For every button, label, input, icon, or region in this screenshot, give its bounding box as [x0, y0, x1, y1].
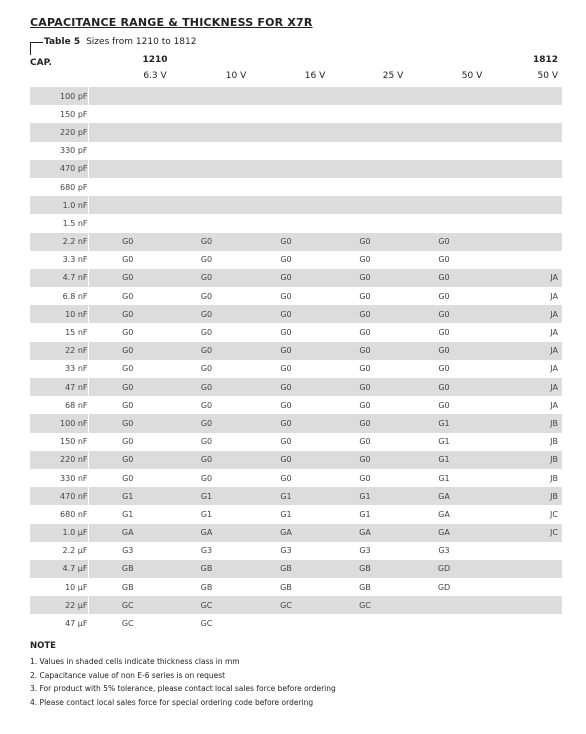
thickness-cell: GA [88, 524, 167, 542]
capacitance-cell: 330 nF [30, 469, 88, 487]
capacitance-cell: 470 pF [30, 160, 88, 178]
capacitance-cell: 10 nF [30, 305, 88, 323]
thickness-cell [326, 160, 404, 178]
thickness-cell: G0 [88, 269, 167, 287]
thickness-cell [484, 596, 562, 614]
table-row [30, 578, 562, 596]
thickness-cell: GA [438, 509, 450, 519]
thickness-cell: G0 [404, 305, 484, 323]
thickness-cell: G0 [326, 269, 404, 287]
notes-section [30, 641, 336, 711]
capacitance-cell: 100 pF [30, 87, 88, 105]
thickness-cell: GA [246, 524, 326, 542]
thickness-cell: G0 [280, 437, 292, 447]
table-row [30, 360, 562, 378]
thickness-cell: G0 [200, 328, 213, 338]
capacitance-cell: 4.7 nF [30, 269, 88, 287]
thickness-cell: G0 [200, 291, 213, 301]
table-row [30, 178, 562, 196]
thickness-cell [88, 87, 167, 105]
thickness-cell [88, 123, 167, 141]
thickness-cell: G0 [246, 269, 326, 287]
thickness-cell: GA [404, 524, 484, 542]
thickness-cell: JB [484, 414, 562, 432]
table-row [30, 214, 562, 232]
thickness-cell: G0 [200, 400, 213, 410]
thickness-cell [404, 87, 484, 105]
thickness-cell: G0 [246, 414, 326, 432]
thickness-cell: GC [88, 596, 167, 614]
thickness-cell [88, 214, 167, 232]
capacitance-cell: 680 nF [30, 505, 88, 523]
thickness-cell: G0 [122, 255, 134, 265]
thickness-cell: G0 [122, 400, 134, 410]
thickness-cell [246, 105, 326, 123]
thickness-cell: G3 [359, 546, 371, 556]
thickness-cell [484, 251, 562, 269]
note-item: 2. Capacitance value of non E-6 series is on request [30, 670, 226, 680]
thickness-cell [246, 196, 326, 214]
capacitance-cell: 33 nF [30, 360, 88, 378]
thickness-cell [246, 142, 326, 160]
thickness-cell: G0 [326, 342, 404, 360]
thickness-cell: G0 [88, 342, 167, 360]
thickness-cell: GB [167, 560, 246, 578]
thickness-cell: G0 [167, 233, 246, 251]
thickness-cell: G1 [404, 451, 484, 469]
thickness-cell: G1 [438, 473, 450, 483]
thickness-cell: G3 [122, 546, 134, 556]
thickness-cell: JA [550, 400, 558, 410]
thickness-cell: G0 [246, 378, 326, 396]
thickness-cell [326, 614, 404, 632]
thickness-cell: G0 [88, 378, 167, 396]
thickness-cell: G0 [122, 437, 134, 447]
thickness-cell: JB [484, 487, 562, 505]
thickness-cell [484, 178, 562, 196]
thickness-cell: G0 [246, 305, 326, 323]
thickness-cell: G3 [438, 546, 450, 556]
table-row [30, 160, 562, 178]
table-row [30, 196, 562, 214]
note-item: 1. Values in shaded cells indicate thickness class in mm [30, 657, 240, 666]
thickness-cell [167, 105, 246, 123]
capacitance-cell: 1.0 µF [30, 524, 88, 542]
capacitance-cell: 47 nF [30, 378, 88, 396]
table-caption [30, 37, 197, 47]
thickness-cell: G0 [326, 451, 404, 469]
thickness-cell: G1 [200, 509, 213, 519]
thickness-cell: GB [326, 560, 404, 578]
caption-bracket [30, 42, 43, 55]
table-row [30, 123, 562, 141]
capacitance-cell: 680 pF [30, 178, 88, 196]
thickness-cell [404, 105, 484, 123]
thickness-cell: G0 [167, 342, 246, 360]
thickness-cell: G3 [280, 546, 292, 556]
thickness-cell: GB [200, 582, 213, 592]
voltage-header-1: 6.3 V [143, 71, 167, 81]
capacitance-cell: 220 pF [30, 123, 88, 141]
thickness-cell: GC [246, 596, 326, 614]
thickness-cell: G0 [280, 255, 292, 265]
capacitance-cell: 22 µF [30, 596, 88, 614]
thickness-cell: G0 [200, 364, 213, 374]
thickness-cell: G0 [167, 414, 246, 432]
thickness-cell [484, 160, 562, 178]
table-row [30, 396, 562, 414]
capacitance-cell: 330 pF [30, 142, 88, 160]
thickness-cell: G0 [200, 473, 213, 483]
table-row [30, 505, 562, 523]
voltage-header-4: 25 V [382, 71, 404, 81]
capacitance-cell: 2.2 nF [30, 233, 88, 251]
thickness-cell [167, 142, 246, 160]
thickness-cell: G0 [280, 473, 292, 483]
thickness-cell: G0 [167, 378, 246, 396]
thickness-cell: GD [437, 582, 451, 592]
table-row [30, 524, 562, 542]
thickness-cell: JB [550, 437, 558, 447]
thickness-cell: G0 [88, 305, 167, 323]
capacitance-cell: 150 pF [30, 105, 88, 123]
caption-text [30, 37, 197, 47]
thickness-cell: G0 [438, 291, 450, 301]
thickness-cell [167, 178, 246, 196]
table-row [30, 233, 562, 251]
capacitance-cell: 6.8 nF [30, 287, 88, 305]
thickness-cell [326, 87, 404, 105]
thickness-cell [167, 87, 246, 105]
capacitance-cell: 100 nF [30, 414, 88, 432]
thickness-cell [326, 196, 404, 214]
thickness-cell [246, 614, 326, 632]
size-1812-header: 1812 [532, 55, 558, 65]
thickness-cell: G0 [359, 400, 371, 410]
caption-label: Table 5 [44, 37, 81, 47]
thickness-cell [484, 614, 562, 632]
voltage-header-6: 50 V [537, 71, 558, 81]
thickness-cell: GB [246, 560, 326, 578]
thickness-cell [167, 123, 246, 141]
thickness-cell: G0 [200, 437, 213, 447]
thickness-cell: GB [280, 582, 292, 592]
thickness-cell: G0 [326, 378, 404, 396]
thickness-cell [484, 105, 562, 123]
thickness-cell: G0 [280, 400, 292, 410]
thickness-cell: G0 [438, 364, 450, 374]
thickness-cell: G1 [326, 487, 404, 505]
thickness-cell [484, 87, 562, 105]
notes-title: NOTE [30, 641, 56, 651]
thickness-cell [88, 142, 167, 160]
thickness-cell: GC [121, 619, 134, 629]
capacitance-cell: 22 nF [30, 342, 88, 360]
thickness-cell [246, 123, 326, 141]
capacitance-cell: 68 nF [30, 396, 88, 414]
table-body [30, 87, 562, 633]
thickness-cell [326, 123, 404, 141]
thickness-cell: G0 [200, 255, 213, 265]
thickness-cell [404, 596, 484, 614]
thickness-cell: G0 [438, 255, 450, 265]
thickness-cell: G0 [404, 342, 484, 360]
thickness-cell: G1 [404, 414, 484, 432]
thickness-cell: GC [167, 596, 246, 614]
thickness-cell [326, 105, 404, 123]
thickness-cell: G0 [280, 328, 292, 338]
thickness-cell: G0 [167, 305, 246, 323]
document-title: CAPACITANCE RANGE & THICKNESS FOR X7R [30, 16, 313, 29]
capacitance-cell: 220 nF [30, 451, 88, 469]
table-row [30, 378, 562, 396]
thickness-cell [404, 178, 484, 196]
thickness-cell [484, 578, 562, 596]
thickness-cell: G0 [404, 269, 484, 287]
table-row [30, 451, 562, 469]
thickness-cell [88, 160, 167, 178]
thickness-cell [167, 214, 246, 232]
thickness-cell: GB [359, 582, 371, 592]
capacitance-cell: 1.0 nF [30, 196, 88, 214]
thickness-cell: G0 [359, 328, 371, 338]
thickness-cell: G0 [122, 328, 134, 338]
thickness-cell: G1 [438, 437, 450, 447]
capacitance-cell: 10 µF [30, 578, 88, 596]
voltage-header-5: 50 V [461, 71, 483, 81]
thickness-cell: G0 [359, 437, 371, 447]
thickness-cell: G0 [122, 291, 134, 301]
thickness-cell [326, 142, 404, 160]
capacitance-cell: 1.5 nF [30, 214, 88, 232]
table-row [30, 596, 562, 614]
capacitance-cell: 4.7 µF [30, 560, 88, 578]
table-row [30, 287, 562, 305]
table-row [30, 142, 562, 160]
thickness-cell: GB [88, 560, 167, 578]
thickness-cell: G0 [326, 305, 404, 323]
thickness-cell: JA [550, 328, 558, 338]
table-row [30, 87, 562, 105]
thickness-cell [484, 123, 562, 141]
thickness-cell [88, 196, 167, 214]
thickness-cell: JA [484, 378, 562, 396]
thickness-cell [484, 542, 562, 560]
thickness-cell: G0 [359, 473, 371, 483]
voltage-header-2: 10 V [225, 71, 247, 81]
table-row [30, 542, 562, 560]
size-1210-header: 1210 [142, 55, 168, 65]
thickness-cell: JA [484, 342, 562, 360]
thickness-cell: JC [550, 509, 558, 519]
thickness-cell: G0 [167, 269, 246, 287]
thickness-cell: G0 [122, 364, 134, 374]
thickness-cell: G0 [280, 291, 292, 301]
thickness-cell [484, 214, 562, 232]
thickness-cell: G0 [359, 255, 371, 265]
table-row [30, 614, 562, 632]
thickness-cell: JB [550, 473, 558, 483]
thickness-cell: G0 [438, 328, 450, 338]
thickness-cell: G0 [404, 233, 484, 251]
thickness-cell: G0 [246, 233, 326, 251]
note-item: 4. Please contact local sales force for special ordering code before ordering [30, 697, 314, 707]
table-row [30, 414, 562, 432]
cap-column-header: CAP. [30, 58, 52, 68]
thickness-cell [404, 614, 484, 632]
thickness-cell: G0 [404, 378, 484, 396]
thickness-cell [167, 160, 246, 178]
thickness-cell [484, 142, 562, 160]
thickness-cell: JC [484, 524, 562, 542]
thickness-cell [404, 142, 484, 160]
thickness-cell: G0 [326, 414, 404, 432]
thickness-cell: G1 [167, 487, 246, 505]
thickness-cell [326, 214, 404, 232]
thickness-cell [167, 196, 246, 214]
thickness-cell: G1 [359, 509, 371, 519]
thickness-cell: G0 [280, 364, 292, 374]
table-row [30, 269, 562, 287]
thickness-cell: G0 [359, 364, 371, 374]
thickness-cell: G0 [359, 291, 371, 301]
thickness-cell [246, 178, 326, 196]
thickness-cell: GD [404, 560, 484, 578]
thickness-cell [326, 178, 404, 196]
thickness-cell [484, 233, 562, 251]
table-row [30, 323, 562, 341]
thickness-cell: G0 [88, 233, 167, 251]
table-row [30, 305, 562, 323]
thickness-cell: G0 [246, 451, 326, 469]
table-row [30, 251, 562, 269]
thickness-cell [246, 160, 326, 178]
capacitance-cell: 150 nF [30, 433, 88, 451]
capacitance-cell: 47 µF [30, 614, 88, 632]
thickness-cell: G0 [326, 233, 404, 251]
thickness-cell [484, 196, 562, 214]
note-item: 3. For product with 5% tolerance, please contact local sales force before ordering [30, 684, 336, 694]
thickness-cell: G3 [200, 546, 213, 556]
capacitance-cell: 3.3 nF [30, 251, 88, 269]
table-row [30, 105, 562, 123]
thickness-cell: G0 [88, 451, 167, 469]
thickness-cell: G0 [167, 451, 246, 469]
thickness-cell: JA [484, 305, 562, 323]
thickness-cell [404, 123, 484, 141]
thickness-cell [404, 160, 484, 178]
thickness-cell: JB [484, 451, 562, 469]
thickness-cell [484, 560, 562, 578]
table-row [30, 469, 562, 487]
thickness-cell: JA [484, 269, 562, 287]
table-row [30, 342, 562, 360]
thickness-cell: G0 [438, 400, 450, 410]
thickness-cell: GA [404, 487, 484, 505]
thickness-cell: G0 [88, 414, 167, 432]
thickness-cell [246, 87, 326, 105]
table-row [30, 560, 562, 578]
thickness-cell: G1 [122, 509, 134, 519]
thickness-cell: G0 [246, 342, 326, 360]
thickness-cell: G0 [122, 473, 134, 483]
thickness-cell [246, 214, 326, 232]
thickness-cell: GB [121, 582, 134, 592]
thickness-cell [88, 178, 167, 196]
thickness-cell: JA [550, 364, 558, 374]
capacitance-cell: 15 nF [30, 323, 88, 341]
capacitance-table [30, 87, 563, 633]
thickness-cell: JA [550, 291, 558, 301]
capacitance-cell: 2.2 µF [30, 542, 88, 560]
thickness-cell: GA [167, 524, 246, 542]
capacitance-cell: 470 nF [30, 487, 88, 505]
thickness-cell [404, 214, 484, 232]
thickness-cell: GC [200, 619, 213, 629]
table-row [30, 487, 562, 505]
thickness-cell: GA [326, 524, 404, 542]
voltage-header-3: 16 V [304, 71, 326, 81]
thickness-cell: G1 [246, 487, 326, 505]
table-row [30, 433, 562, 451]
thickness-cell: GC [326, 596, 404, 614]
thickness-cell [88, 105, 167, 123]
thickness-cell: G1 [280, 509, 292, 519]
thickness-cell [404, 196, 484, 214]
caption-description: Sizes from 1210 to 1812 [86, 37, 197, 47]
thickness-cell: G1 [88, 487, 167, 505]
